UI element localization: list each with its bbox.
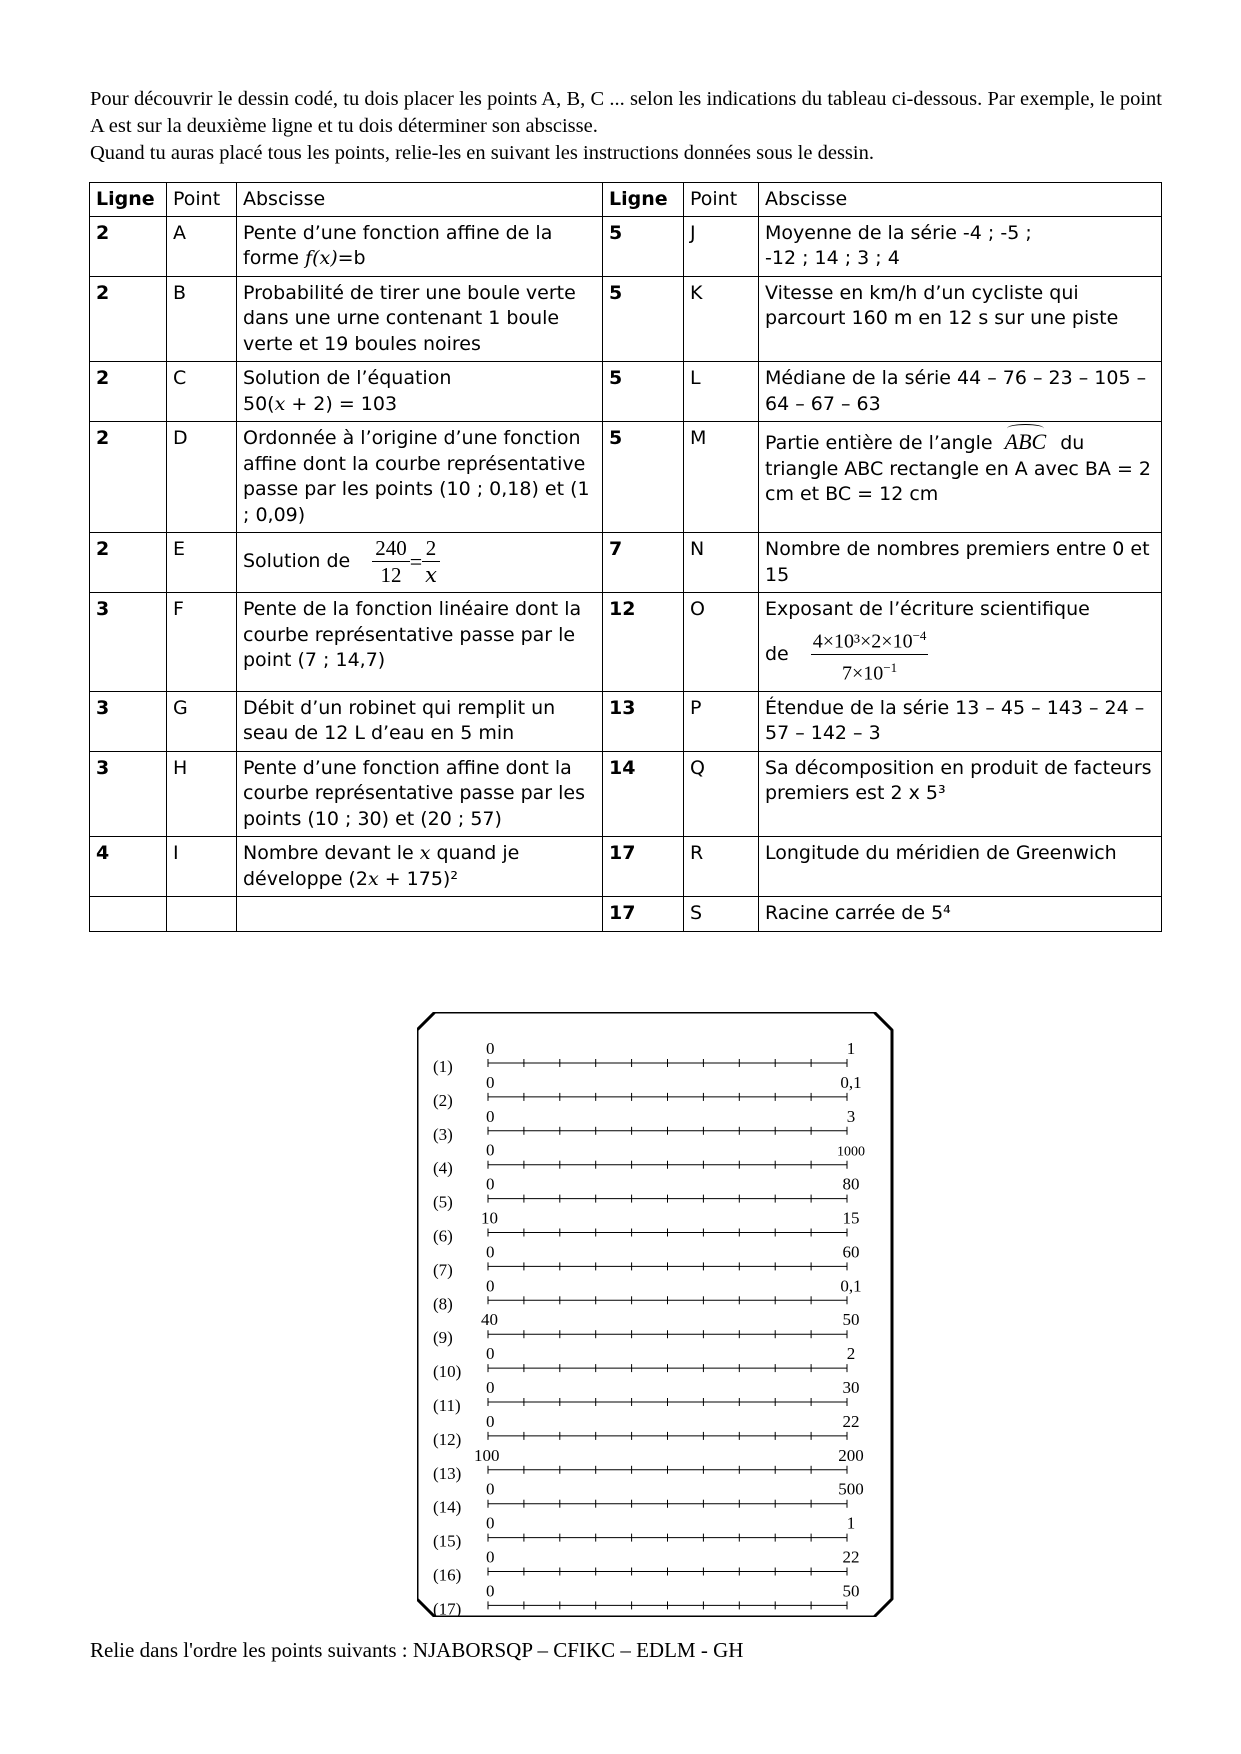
header-point: Point — [167, 183, 237, 217]
denominator-text: 7×10 — [842, 662, 884, 685]
start-value: 0 — [486, 1072, 495, 1092]
number-line — [433, 1446, 864, 1483]
row-abscisse: Vitesse en km/h d’un cycliste qui parcourt 160 m en 12 s sur une piste — [759, 276, 1162, 362]
variable-x: x — [274, 392, 286, 415]
row-ligne: 2 — [90, 362, 167, 422]
table-header-row — [90, 183, 1162, 217]
end-value: 1 — [846, 1513, 856, 1533]
row-ligne: 14 — [603, 751, 684, 837]
abscisse-text: Solution de l’équation — [243, 367, 452, 389]
row-ligne: 5 — [603, 216, 684, 276]
variable-x: x — [367, 867, 379, 890]
abscisse-text: Exposant de l’écriture scientifique — [765, 598, 1090, 620]
abscisse-text: Solution de — [243, 549, 351, 572]
row-ligne: 2 — [90, 422, 167, 533]
end-value: 50 — [842, 1310, 860, 1330]
instructions-paragraph-2: Quand tu auras placé tous les points, relie-les en suivant les instructions données sous le dessin. — [90, 142, 874, 164]
number-line — [433, 1209, 860, 1246]
row-point: O — [684, 593, 759, 692]
end-value: 15 — [842, 1208, 860, 1228]
row-ligne: 5 — [603, 276, 684, 362]
table-row — [90, 422, 1162, 533]
line-number-label: (16) — [433, 1565, 462, 1585]
line-number-label: (12) — [433, 1429, 462, 1449]
fraction-numerator: 240 — [372, 535, 410, 562]
start-value: 0 — [486, 1242, 495, 1262]
row-ligne: 3 — [90, 691, 167, 751]
line-number-label: (6) — [433, 1226, 453, 1246]
row-point: D — [167, 422, 237, 533]
line-number-label: (17) — [433, 1599, 462, 1617]
row-ligne: 17 — [603, 897, 684, 932]
table-row — [90, 897, 1162, 932]
start-value: 0 — [486, 1174, 495, 1194]
start-value: 0 — [486, 1140, 495, 1160]
exercise-table — [89, 182, 1162, 932]
line-number-label: (13) — [433, 1463, 462, 1483]
equation-part: 50( — [243, 392, 275, 415]
numerator-exponent: −4 — [912, 627, 927, 643]
numerator-text: 4×10³×2×10 — [812, 630, 913, 653]
number-line — [433, 1412, 860, 1449]
row-abscisse — [759, 422, 1162, 533]
start-value: 0 — [486, 1581, 495, 1601]
header-abscisse: Abscisse — [237, 183, 603, 217]
row-abscisse — [237, 897, 603, 932]
line-number-label: (3) — [433, 1124, 453, 1144]
row-point: Q — [684, 751, 759, 837]
row-ligne: 2 — [90, 533, 167, 593]
row-point: S — [684, 897, 759, 932]
line-number-label: (8) — [433, 1294, 453, 1314]
instructions — [90, 86, 1162, 167]
row-ligne: 5 — [603, 362, 684, 422]
number-line — [433, 1242, 860, 1279]
start-value: 0 — [486, 1039, 495, 1058]
line-number-label: (1) — [433, 1057, 453, 1076]
fraction — [811, 623, 929, 687]
row-ligne: 7 — [603, 533, 684, 593]
row-abscisse: Débit d’un robinet qui remplit un seau de 12 L d’eau en 5 min — [237, 691, 603, 751]
linking-instructions: Relie dans l'ordre les points suivants : NJABORSQP – CFIKC – EDLM - GH — [90, 1638, 744, 1662]
end-value: 2 — [846, 1344, 856, 1364]
number-lines-svg — [417, 1012, 894, 1617]
number-line — [433, 1107, 855, 1144]
table-row — [90, 751, 1162, 837]
row-point: I — [167, 837, 237, 897]
row-abscisse — [237, 837, 603, 897]
row-ligne: 2 — [90, 216, 167, 276]
abscisse-text: quand je développe (2 — [243, 842, 520, 890]
start-value: 0 — [486, 1411, 495, 1431]
header-ligne: Ligne — [603, 183, 684, 217]
start-value: 100 — [474, 1445, 500, 1465]
end-value: 30 — [842, 1378, 860, 1397]
line-number-label: (2) — [433, 1090, 453, 1110]
row-ligne: 3 — [90, 593, 167, 692]
row-ligne: 2 — [90, 276, 167, 362]
end-value: 60 — [842, 1242, 860, 1262]
abscisse-text: du — [1060, 432, 1085, 454]
end-value: 1 — [846, 1039, 856, 1058]
fraction-denominator: 12 — [380, 563, 402, 587]
number-line — [433, 1276, 862, 1313]
instructions-paragraph-1: Pour découvrir le dessin codé, tu dois placer les points A, B, C ... selon les indications du tableau ci-dessous. Par exemple, le point A est sur la deuxième ligne et tu dois déterminer son abscisse. — [90, 88, 1162, 137]
abscisse-text: Pente d’une fonction affine de la forme — [243, 221, 553, 269]
line-number-label: (5) — [433, 1192, 453, 1212]
start-value: 0 — [486, 1513, 495, 1533]
end-value: 200 — [838, 1445, 864, 1465]
number-line — [433, 1344, 855, 1381]
row-abscisse: Sa décomposition en produit de facteurs premiers est 2 x 5³ — [759, 751, 1162, 837]
table-row — [90, 691, 1162, 751]
number-line — [433, 1141, 865, 1178]
row-point: F — [167, 593, 237, 692]
equation-part: + 2) = 103 — [285, 392, 398, 415]
abscisse-text: Nombre devant le — [243, 842, 420, 865]
row-point: E — [167, 533, 237, 593]
end-value: 22 — [842, 1411, 860, 1431]
number-line — [433, 1378, 860, 1415]
abscisse-text: -12 ; 14 ; 3 ; 4 — [765, 247, 900, 269]
number-line — [433, 1073, 862, 1110]
row-point: G — [167, 691, 237, 751]
row-abscisse: Pente de la fonction linéaire dont la courbe représentative passe par le point (7 ; 14,7) — [237, 593, 603, 692]
row-point: P — [684, 691, 759, 751]
abscisse-text: de — [765, 642, 789, 665]
start-value: 0 — [486, 1479, 495, 1499]
table-row — [90, 837, 1162, 897]
end-value: 0,1 — [840, 1276, 862, 1296]
row-abscisse: Racine carrée de 5⁴ — [759, 897, 1162, 932]
start-value: 10 — [481, 1208, 498, 1228]
row-ligne: 5 — [603, 422, 684, 533]
line-number-label: (15) — [433, 1531, 462, 1551]
fraction — [422, 535, 440, 588]
row-point: C — [167, 362, 237, 422]
angle-abc: ABC — [1004, 429, 1047, 454]
row-abscisse: Probabilité de tirer une boule verte dans une urne contenant 1 boule verte et 19 boules noires — [237, 276, 603, 362]
table-row — [90, 276, 1162, 362]
row-point — [167, 897, 237, 932]
start-value: 0 — [486, 1378, 495, 1397]
row-point: N — [684, 533, 759, 593]
number-lines-drawing — [417, 1012, 894, 1617]
variable-x: x — [419, 842, 431, 865]
row-point: H — [167, 751, 237, 837]
abscisse-text: Moyenne de la série -4 ; -5 ; — [765, 221, 1032, 244]
number-line — [433, 1175, 860, 1212]
row-abscisse: Ordonnée à l’origine d’une fonction affine dont la courbe représentative passe par les points (10 ; 0,18) et (1 ; 0,09) — [237, 422, 603, 533]
line-number-label: (9) — [433, 1328, 453, 1348]
row-point: L — [684, 362, 759, 422]
end-value: 500 — [838, 1479, 864, 1499]
end-value: 0,1 — [840, 1072, 862, 1092]
row-ligne: 3 — [90, 751, 167, 837]
header-ligne: Ligne — [90, 183, 167, 217]
row-abscisse: Médiane de la série 44 – 76 – 23 – 105 – 64 – 67 – 63 — [759, 362, 1162, 422]
fraction-denominator: x — [425, 563, 437, 587]
number-line — [433, 1310, 860, 1347]
table-row — [90, 362, 1162, 422]
row-ligne: 17 — [603, 837, 684, 897]
number-line — [433, 1514, 855, 1551]
abscisse-text: triangle ABC rectangle en A avec BA = 2 cm et BC = 12 cm — [765, 457, 1152, 505]
row-abscisse: Nombre de nombres premiers entre 0 et 15 — [759, 533, 1162, 593]
row-point: B — [167, 276, 237, 362]
header-point: Point — [684, 183, 759, 217]
fraction-numerator: 2 — [422, 535, 440, 562]
header-abscisse: Abscisse — [759, 183, 1162, 217]
row-ligne: 4 — [90, 837, 167, 897]
end-value: 50 — [842, 1581, 860, 1601]
abscisse-text: + 175)² — [378, 867, 458, 890]
function-notation: f(x) — [305, 247, 338, 269]
denominator-exponent: −1 — [883, 660, 898, 676]
number-lines — [433, 1039, 865, 1617]
line-number-label: (14) — [433, 1497, 462, 1517]
row-ligne: 12 — [603, 593, 684, 692]
number-line — [433, 1039, 855, 1076]
row-ligne — [90, 897, 167, 932]
line-number-label: (4) — [433, 1158, 453, 1178]
number-line — [433, 1548, 860, 1585]
line-number-label: (11) — [433, 1396, 461, 1415]
row-abscisse — [759, 216, 1162, 276]
abscisse-text: Partie entière de l’angle — [765, 432, 993, 454]
row-abscisse — [237, 362, 603, 422]
table-row — [90, 593, 1162, 692]
equals-sign: = — [409, 548, 423, 574]
fraction-denominator — [811, 655, 929, 687]
row-point: J — [684, 216, 759, 276]
table-row — [90, 533, 1162, 593]
row-abscisse — [237, 216, 603, 276]
start-value: 0 — [486, 1106, 495, 1126]
end-value: 22 — [842, 1547, 860, 1567]
fraction-numerator — [811, 623, 929, 656]
start-value: 0 — [486, 1344, 495, 1364]
fraction — [372, 535, 410, 588]
row-abscisse: Longitude du méridien de Greenwich — [759, 837, 1162, 897]
row-abscisse: Étendue de la série 13 – 45 – 143 – 24 – 57 – 142 – 3 — [759, 691, 1162, 751]
start-value: 0 — [486, 1276, 495, 1296]
equation — [243, 392, 596, 418]
row-point: R — [684, 837, 759, 897]
line-number-label: (10) — [433, 1362, 462, 1382]
line-number-label: (7) — [433, 1260, 453, 1280]
row-point: M — [684, 422, 759, 533]
end-value: 3 — [846, 1106, 856, 1126]
number-line — [433, 1581, 860, 1617]
abscisse-text: =b — [337, 247, 366, 269]
row-abscisse: Pente d’une fonction affine dont la courbe représentative passe par les points (10 ; 30) et (20 ; 57) — [237, 751, 603, 837]
table-row — [90, 216, 1162, 276]
row-ligne: 13 — [603, 691, 684, 751]
row-abscisse — [759, 593, 1162, 692]
start-value: 0 — [486, 1547, 495, 1567]
row-point: K — [684, 276, 759, 362]
row-point: A — [167, 216, 237, 276]
end-value: 1000 — [837, 1144, 865, 1160]
row-abscisse — [237, 533, 603, 593]
end-value: 80 — [842, 1174, 860, 1194]
start-value: 40 — [481, 1310, 498, 1330]
number-line — [433, 1480, 864, 1517]
